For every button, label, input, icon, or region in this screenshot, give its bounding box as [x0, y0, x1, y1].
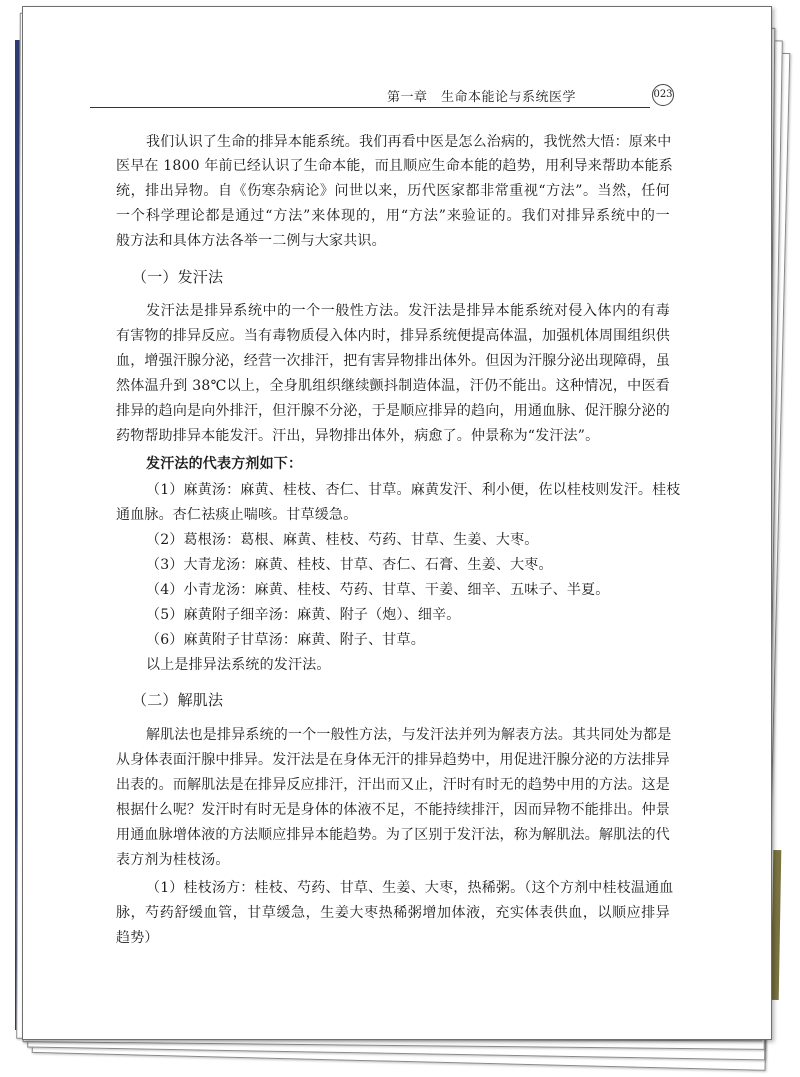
chapter-title: 第一章 生命本能论与系统医学 [386, 90, 576, 105]
fahan-para-line-4: 然体温升到 38℃以上，全身肌组织继续颤抖制造体温，汗仍不能出。这种情况，中医看 [116, 378, 670, 394]
fahan-item-4: （4）小青龙汤：麻黄、桂枝、芍药、甘草、干姜、细辛、五味子、半夏。 [146, 582, 610, 598]
book-edge-right [771, 850, 782, 1000]
jieji-para-line-2: 从身体表面汗腺中排异。发汗法是在身体无汗的排异趋势中，用促进汗腺分泌的方法排异 [116, 752, 670, 768]
jieji-item-1-end: 趋势） [116, 930, 159, 946]
section-heading-jieji: （二）解肌法 [132, 691, 224, 709]
fahan-para-line-1: 发汗法是排异系统中的一个一般性方法。发汗法是排异本能系统对侵入体内的有毒 [146, 303, 670, 319]
intro-line-4: 一个科学理论都是通过“方法”来体现的，用“方法”来验证的。我们对排异系统中的一 [116, 208, 670, 224]
jieji-para-line-1: 解肌法也是排异系统的一个一般性方法，与发汗法并列为解表方法。其共同处为都是 [146, 727, 672, 743]
fahan-item-1-cont: 通血脉。杏仁祛痰止喘咳。甘草缓急。 [116, 507, 358, 523]
intro-line-2: 医早在 1800 年前已经认识了生命本能，而且顺应生命本能的趋势，用利导来帮助本能系 [116, 158, 673, 174]
fahan-item-1: （1）麻黄汤：麻黄、桂枝、杏仁、甘草。麻黄发汗、利小便，佐以桂枝则发汗。桂枝 [146, 482, 681, 498]
jieji-para-line-3: 出表的。而解肌法是在排异反应排汗，汗出而又止，汗时有时无的趋势中用的方法。这是 [116, 777, 670, 793]
fahan-para-line-3: 血，增强汗腺分泌，经营一次排汗，把有害异物排出体外。但因为汗腺分泌出现障碍，虽 [116, 353, 670, 369]
fahan-summary: 以上是排异法系统的发汗法。 [146, 657, 331, 673]
intro-line-1: 我们认识了生命的排异本能系统。我们再看中医是怎么治病的，我恍然大悟：原来中 [146, 134, 672, 150]
fahan-item-6: （6）麻黄附子甘草汤：麻黄、附子、甘草。 [146, 632, 425, 648]
jieji-para-line-6: 表方剂为桂枝汤。 [116, 852, 230, 868]
page-number-badge: 023 [652, 84, 674, 106]
intro-line-5: 般方法和具体方法各举一二例与大家共识。 [116, 233, 386, 249]
fahan-para-line-5: 排异的趋向是向外排汗，但汗腺不分泌，于是顺应排异的趋向，用通血脉、促汗腺分泌的 [116, 403, 670, 419]
intro-line-3: 统，排出异物。自《伤寒杂病论》问世以来，历代医家都非常重视“方法”。当然，任何 [116, 183, 670, 199]
fahan-item-2: （2）葛根汤：葛根、麻黄、桂枝、芍药、甘草、生姜、大枣。 [146, 532, 539, 548]
fahan-item-5: （5）麻黄附子细辛汤：麻黄、附子（炮）、细辛。 [146, 607, 461, 623]
jieji-item-1-cont: 脉，芍药舒缓血管，甘草缓急，生姜大枣热稀粥增加体液，充实体表供血，以顺应排异 [116, 905, 670, 921]
fahan-para-line-2: 有害物的排异反应。当有毒物质侵入体内时，排异系统便提高体温，加强机体周围组织供 [116, 328, 670, 344]
running-header [90, 84, 674, 106]
fahan-para-line-6: 药物帮助排异本能发汗。汗出，异物排出体外，病愈了。仲景称为“发汗法”。 [116, 428, 600, 444]
fahan-list-title: 发汗法的代表方剂如下： [146, 456, 303, 472]
jieji-item-1: （1）桂枝汤方：桂枝、芍药、甘草、生姜、大枣，热稀粥。（这个方剂中桂枝温通血 [146, 880, 674, 896]
header-rule [90, 107, 650, 108]
fahan-item-3: （3）大青龙汤：麻黄、桂枝、甘草、杏仁、石膏、生姜、大枣。 [146, 557, 553, 573]
jieji-para-line-5: 用通血脉增体液的方法顺应排异本能趋势。为了区别于发汗法，称为解肌法。解肌法的代 [116, 827, 670, 843]
section-heading-fahan: （一）发汗法 [132, 268, 224, 286]
jieji-para-line-4: 根据什么呢？发汗时有时无是身体的体液不足，不能持续排汗，因而异物不能排出。仲景 [116, 802, 670, 818]
